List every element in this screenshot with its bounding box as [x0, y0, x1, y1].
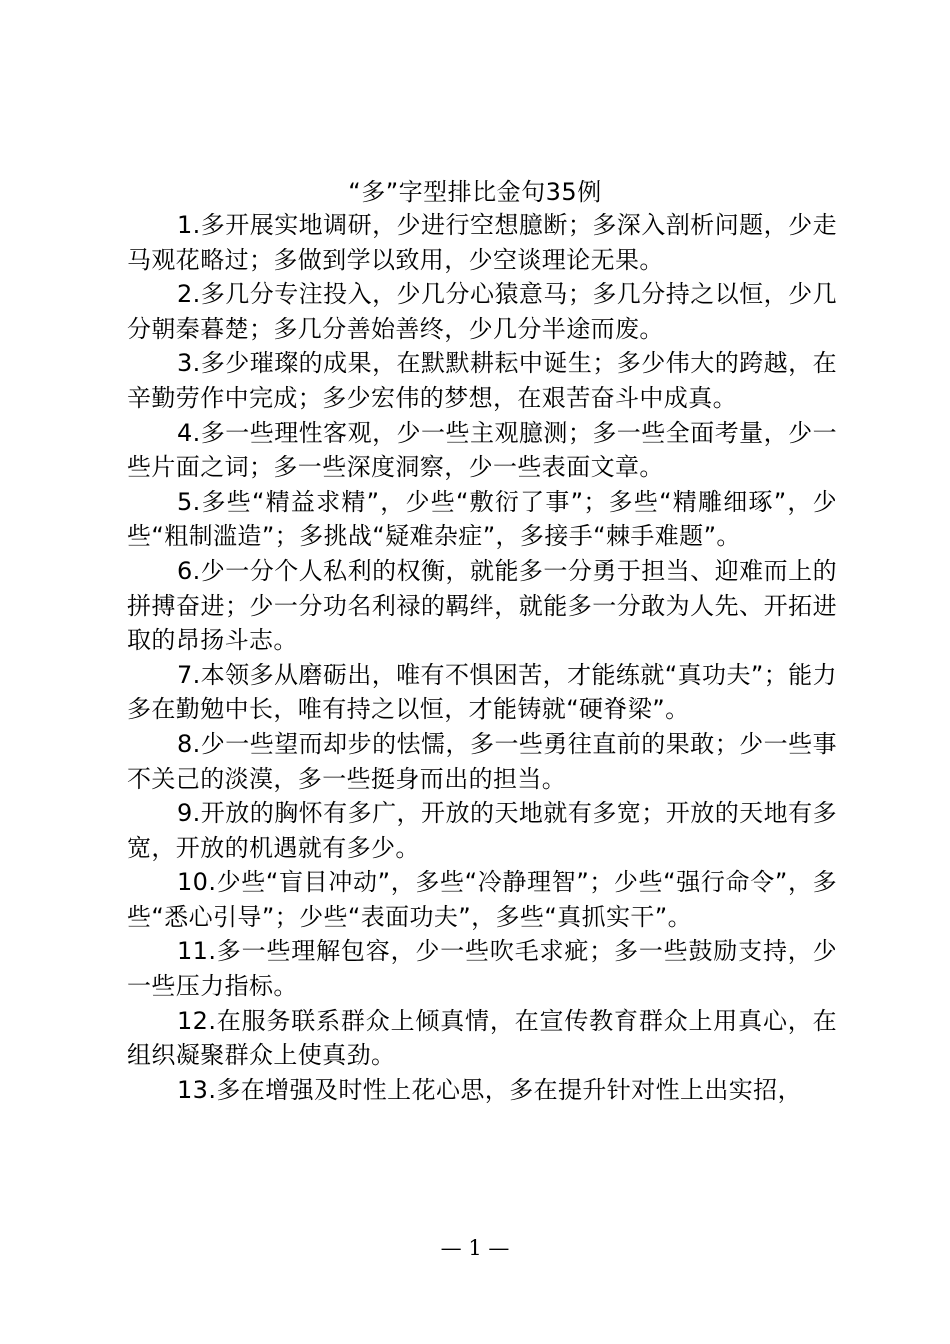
paragraph-3: 3.多少璀璨的成果，在默默耕耘中诞生；多少伟大的跨越，在辛勤劳作中完成；多少宏伟的梦想，在艰苦奋斗中成真。 [127, 349, 837, 412]
paragraph-1: 1.多开展实地调研，少进行空想臆断；多深入剖析问题，少走马观花略过；多做到学以致用，少空谈理论无果。 [127, 211, 837, 274]
paragraph-13: 13.多在增强及时性上花心思，多在提升针对性上出实招， [177, 1075, 802, 1104]
paragraph-4: 4.多一些理性客观，少一些主观臆测；多一些全面考量，少一些片面之词；多一些深度洞察，少一些表面文章。 [127, 418, 837, 482]
paragraph-10: 10.少些“盲目冲动”，多些“冷静理智”；少些“强行命令”，多些“悉心引导”；少些“表面功夫”，多些“真抓实干”。 [127, 868, 837, 931]
paragraph-12: 12.在服务联系群众上倾真情，在宣传教育群众上用真心，在组织凝聚群众上使真劲。 [127, 1006, 837, 1070]
paragraph-6: 6.少一分个人私利的权衡，就能多一分勇于担当、迎难而上的拼搏奋进；少一分功名利禄的羁绊，就能多一分敢为人先、开拓进取的昂扬斗志。 [127, 556, 837, 655]
paragraph-2: 2.多几分专注投入，少几分心猿意马；多几分持之以恒，少几分朝秦暮楚；多几分善始善终，少几分半途而废。 [127, 280, 837, 343]
paragraph-8: 8.少一些望而却步的怯懦，多一些勇往直前的果敢；少一些事不关己的淡漠，多一些挺身而出的担当。 [127, 729, 837, 793]
paragraph-9: 9.开放的胸怀有多广，开放的天地就有多宽；开放的天地有多宽，开放的机遇就有多少。 [127, 799, 837, 862]
document-title: “多”字型排比金句35例 [348, 178, 602, 206]
paragraph-11: 11.多一些理解包容，少一些吹毛求疵；多一些鼓励支持，少一些压力指标。 [127, 937, 837, 1001]
paragraph-5: 5.多些“精益求精”，少些“敷衍了事”；多些“精雕细琢”，少些“粗制滥造”；多挑战“疑难杂症”，多接手“棘手难题”。 [127, 487, 837, 551]
document-body [127, 208, 837, 1107]
paragraph-7: 7.本领多从磨砺出，唯有不惧困苦，才能练就“真功夫”；能力多在勤勉中长，唯有持之以恒，才能铸就“硬脊梁”。 [127, 660, 837, 724]
page-number: — 1 — [440, 1236, 510, 1260]
